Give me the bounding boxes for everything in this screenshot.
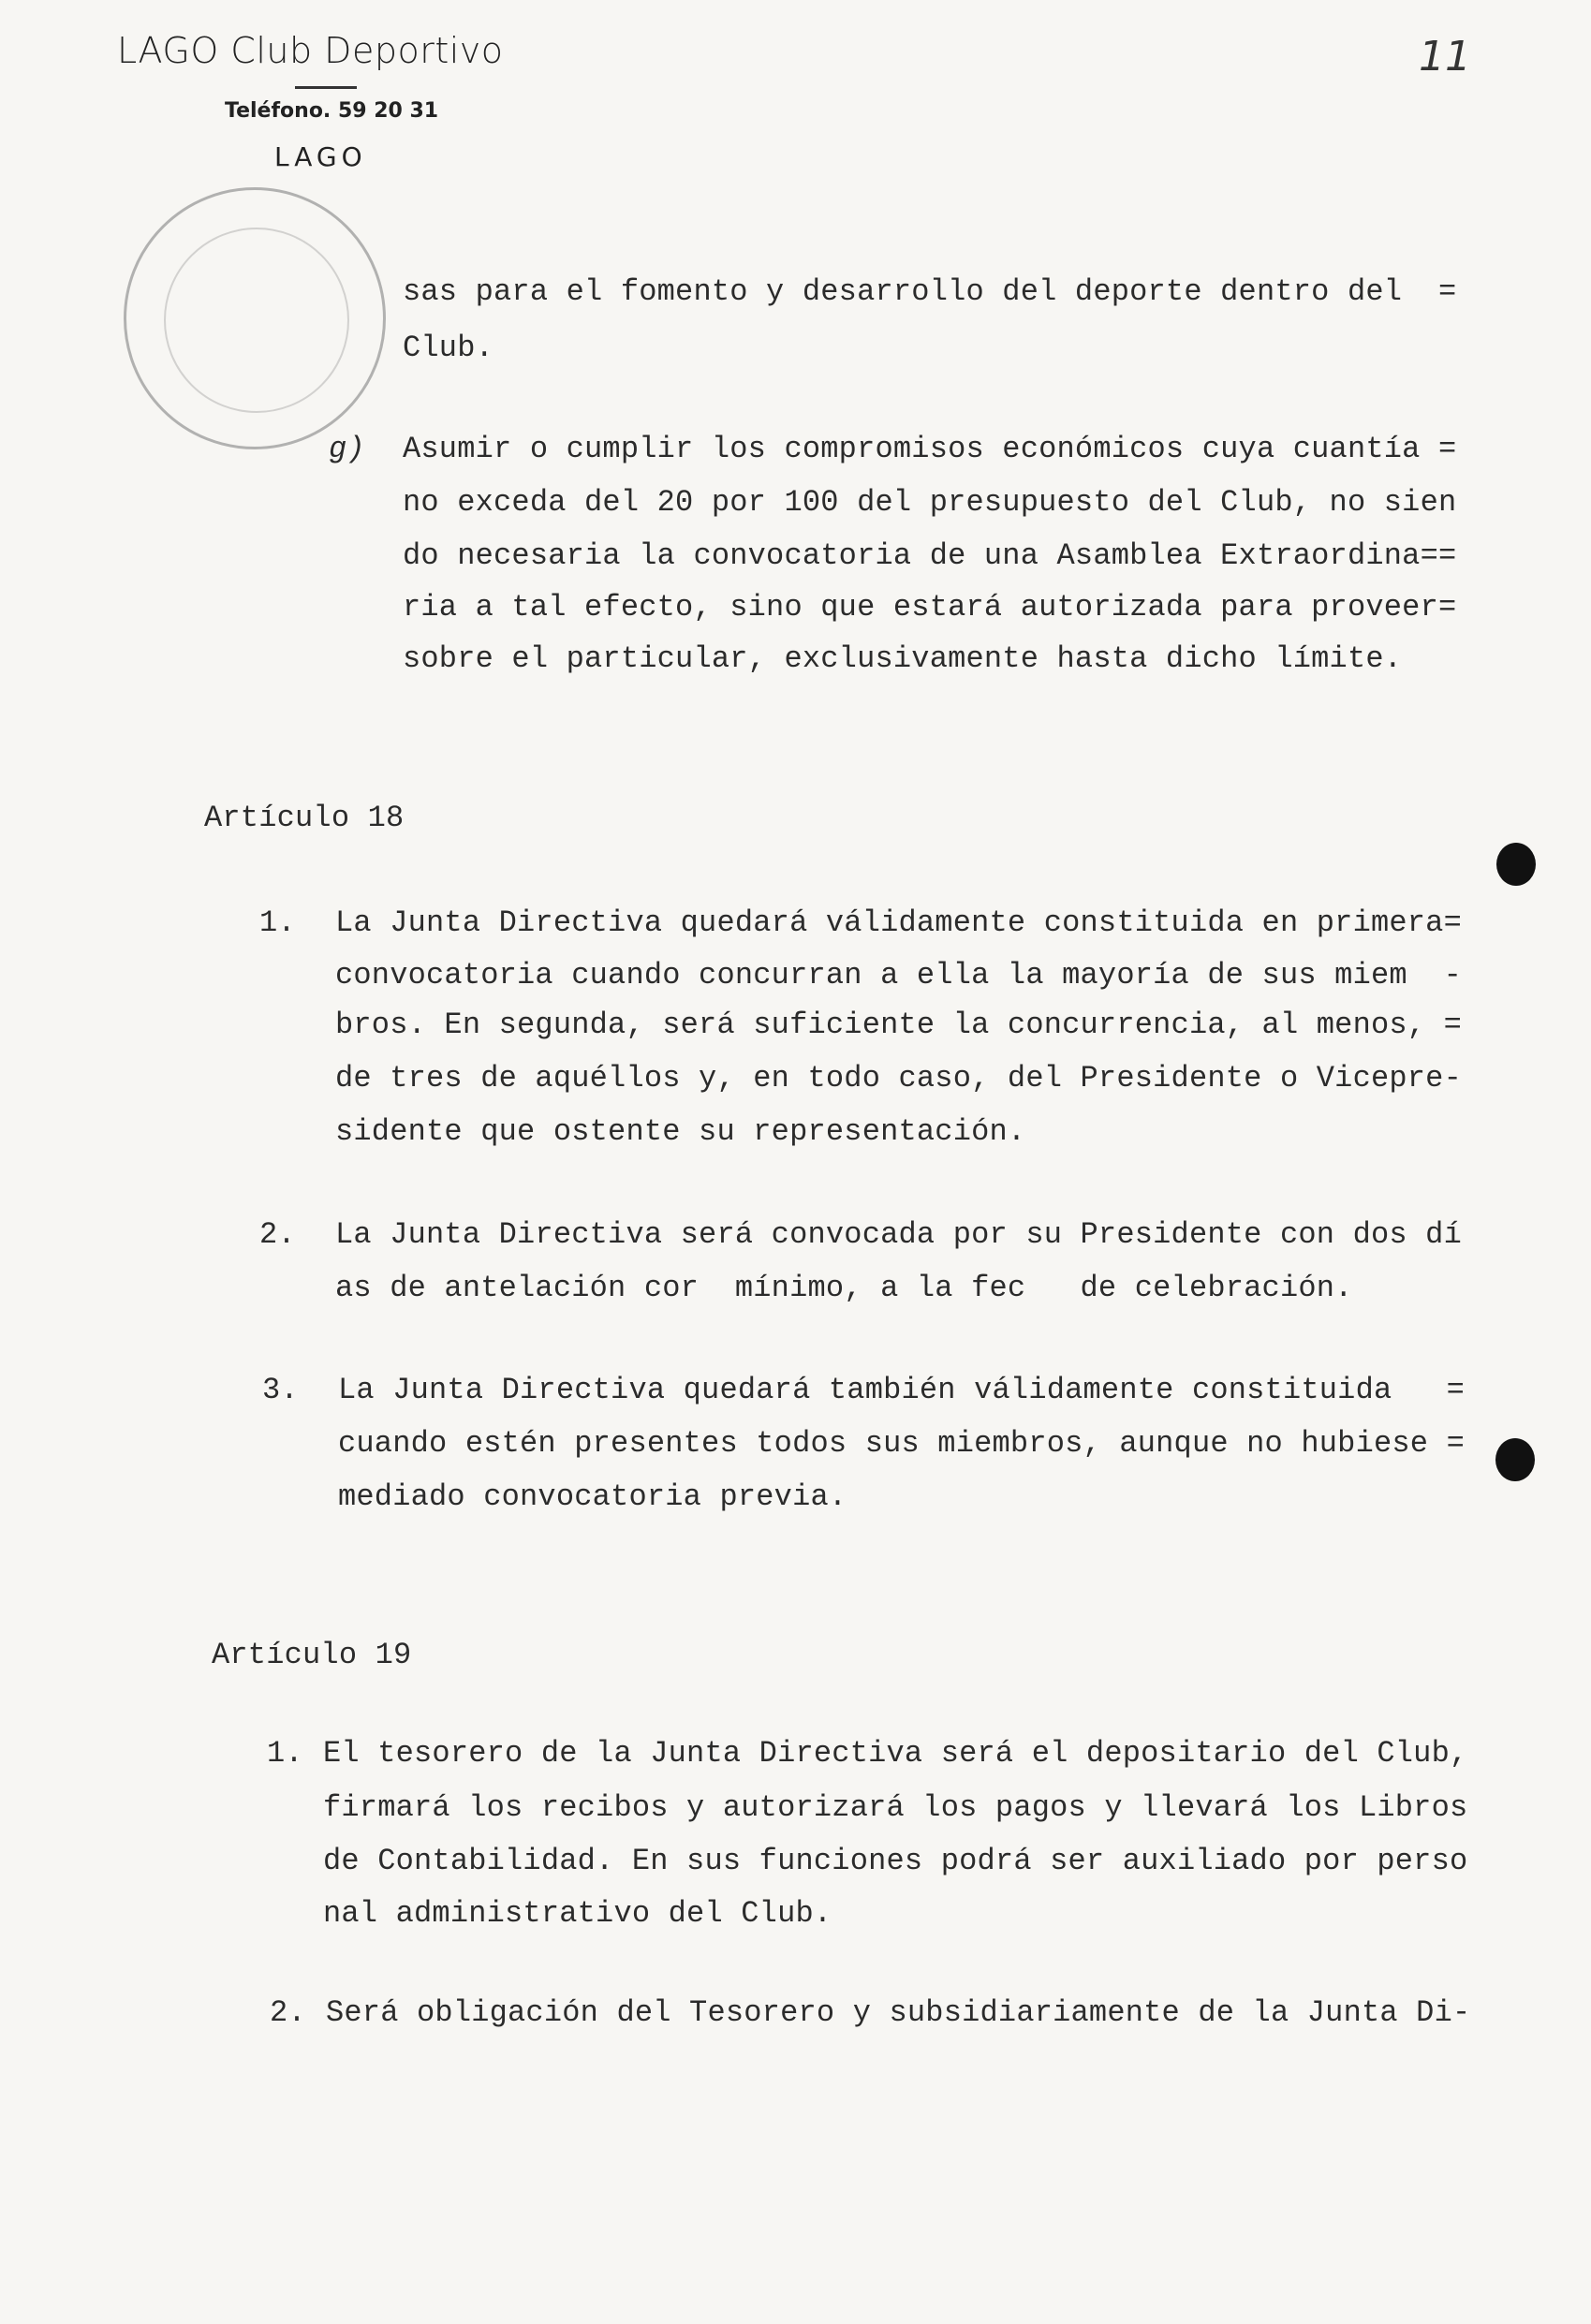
item-number: 1. <box>259 905 296 940</box>
paragraph-line: cuando estén presentes todos sus miembros, aunque no hubiese = <box>338 1426 1465 1461</box>
continuation-line: Club. <box>403 331 494 365</box>
article-heading: Artículo 19 <box>212 1638 412 1672</box>
item-number: 3. <box>262 1373 299 1407</box>
official-stamp <box>124 187 386 449</box>
letterhead-name: LAGO Club Deportivo <box>117 30 504 71</box>
item-g-line: Asumir o cumplir los compromisos económicos cuya cuantía = <box>403 432 1457 466</box>
paragraph-line: Será obligación del Tesorero y subsidiariamente de la Junta Di- <box>326 1995 1471 2030</box>
item-g-line: sobre el particular, exclusivamente hasta dicho límite. <box>403 641 1403 676</box>
letterhead-rule <box>295 86 357 89</box>
paragraph-line: La Junta Directiva quedará también válidamente constituida = <box>338 1373 1465 1407</box>
continuation-line: sas para el fomento y desarrollo del deporte dentro del = <box>403 274 1457 309</box>
item-g-line: ria a tal efecto, sino que estará autorizada para proveer= <box>403 590 1457 625</box>
paragraph-line: de tres de aquéllos y, en todo caso, del Presidente o Vicepre- <box>335 1061 1462 1096</box>
item-g-line: no exceda del 20 por 100 del presupuesto del Club, no sien <box>403 485 1457 520</box>
item-marker: g) <box>329 432 365 466</box>
paragraph-line: convocatoria cuando concurran a ella la mayoría de sus miem - <box>335 958 1462 993</box>
letterhead-sub: LAGO <box>274 141 367 172</box>
paragraph-line: La Junta Directiva quedará válidamente constituida en primera= <box>335 905 1462 940</box>
paragraph-line: de Contabilidad. En sus funciones podrá ser auxiliado por perso <box>323 1844 1468 1878</box>
punch-hole-mark <box>1496 843 1536 886</box>
item-number: 2. <box>259 1217 296 1252</box>
item-number: 1. <box>267 1736 303 1771</box>
paragraph-line: as de antelación cor mínimo, a la fec de celebración. <box>335 1271 1353 1305</box>
punch-hole-mark <box>1495 1438 1535 1481</box>
paragraph-line: firmará los recibos y autorizará los pagos y llevará los Libros <box>323 1790 1468 1825</box>
item-number: 2. <box>270 1995 306 2030</box>
letterhead-phone: Teléfono. 59 20 31 <box>225 99 439 123</box>
item-g-line: do necesaria la convocatoria de una Asamblea Extraordina== <box>403 538 1457 573</box>
paragraph-line: El tesorero de la Junta Directiva será el depositario del Club, <box>323 1736 1468 1771</box>
page-number: 11 <box>1419 33 1471 81</box>
paragraph-line: mediado convocatoria previa. <box>338 1479 847 1514</box>
paragraph-line: bros. En segunda, será suficiente la concurrencia, al menos, = <box>335 1008 1462 1042</box>
paragraph-line: La Junta Directiva será convocada por su Presidente con dos dí <box>335 1217 1462 1252</box>
article-heading: Artículo 18 <box>204 801 405 835</box>
paragraph-line: sidente que ostente su representación. <box>335 1114 1026 1149</box>
paragraph-line: nal administrativo del Club. <box>323 1896 832 1931</box>
